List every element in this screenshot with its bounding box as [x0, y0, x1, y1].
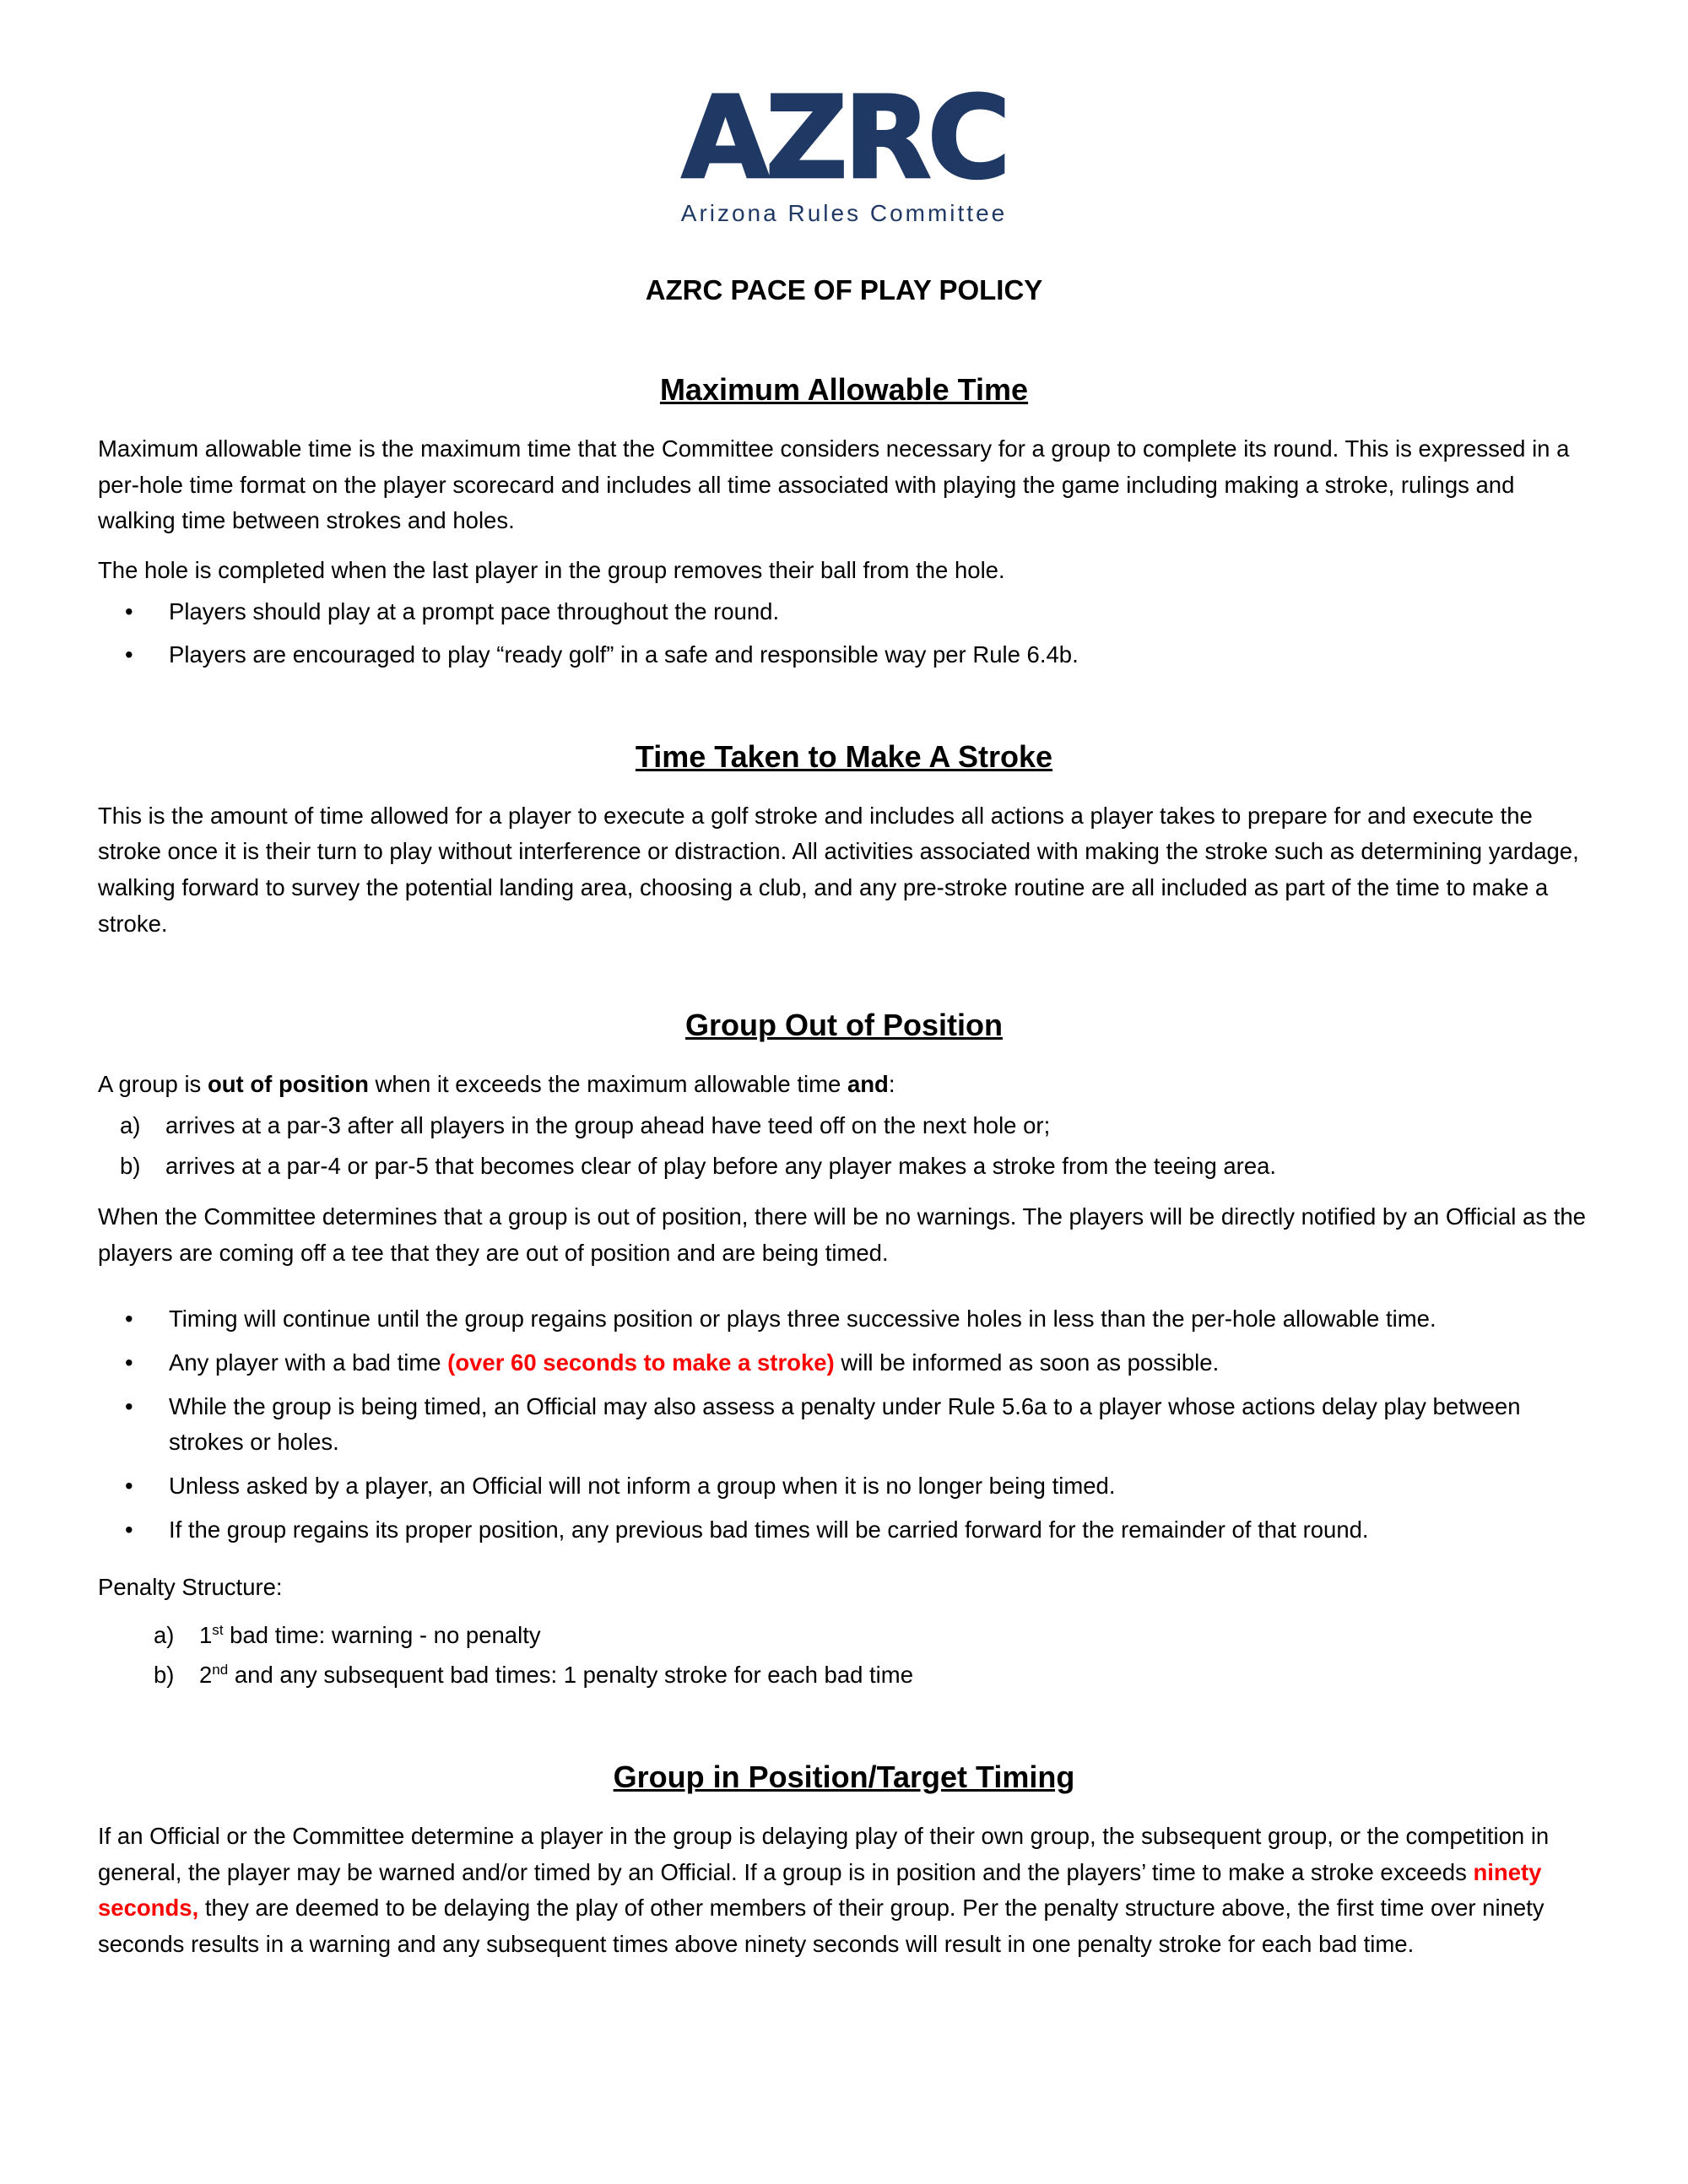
intro-bold-out-of-position: out of position [207, 1071, 369, 1098]
heading-time-taken-to-make-a-stroke: Time Taken to Make A Stroke [635, 738, 1053, 774]
list-item [98, 1149, 1590, 1185]
intro-text: : [888, 1071, 895, 1098]
paragraph-out-of-position-intro [98, 1067, 1590, 1103]
list-item-text: Timing will continue until the group regains position or plays three successive holes in less than the per-hole allowable time. [169, 1306, 1436, 1333]
heading-group-out-of-position: Group Out of Position [685, 1008, 1003, 1043]
list-item [132, 1657, 1590, 1694]
list-marker: b) [120, 1152, 141, 1179]
list-item [98, 1468, 1590, 1505]
timing-bullet-list [98, 1301, 1590, 1548]
bullet-icon [125, 637, 169, 673]
azrc-logo [98, 72, 1590, 227]
penalty-structure-label: Penalty Structure: [98, 1574, 283, 1601]
ordinal-superscript: nd [212, 1662, 229, 1679]
red-highlight-text: (over 60 seconds to make a stroke) [447, 1349, 835, 1376]
list-marker: a) [120, 1111, 141, 1138]
list-item-text: 1st bad time: warning - no penalty [199, 1621, 541, 1648]
list-item [98, 637, 1590, 673]
list-item [98, 1108, 1590, 1144]
list-item-text: If the group regains its proper position, any previous bad times will be carried forward for the remainder of that round. [169, 1516, 1369, 1543]
list-item-text: While the group is being timed, an Official may also assess a penalty under Rule 5.6a to a player whose actions delay play between strokes or holes. [169, 1392, 1521, 1456]
list-marker: a) [154, 1621, 175, 1648]
list-item-text: Any player with a bad time (over 60 seconds to make a stroke) will be informed as soon as possible. [169, 1349, 1220, 1376]
bullet-icon [125, 1468, 169, 1505]
paragraph-target-timing: If an Official or the Committee determine a player in the group is delaying play of their own group, the subsequent group, or the competition in general, the player may be warned and/or timed by an Official. If a group is in position and the players’ time to make a stroke exceeds ninety seconds, they are deemed to be delaying the play of other members of their group. Per the penalty structure above, the first time over ninety seconds results in a warning and any subsequent times above ninety seconds will result in one penalty stroke for each bad time. [98, 1823, 1550, 1957]
list-item [98, 594, 1590, 630]
list-item-text: arrives at a par-4 or par-5 that becomes clear of play before any player makes a stroke from the teeing area. [165, 1152, 1277, 1179]
azrc-logo-text: AZRC [681, 72, 1007, 204]
list-item [98, 1301, 1590, 1338]
bullet-icon [125, 1301, 169, 1338]
document-title: AZRC PACE OF PLAY POLICY [645, 274, 1043, 305]
intro-text: A group is [98, 1071, 208, 1098]
bullet-icon [125, 1345, 169, 1381]
paragraph-hole-completed: The hole is completed when the last player in the group removes their ball from the hole. [98, 556, 1005, 583]
list-marker: b) [154, 1662, 175, 1689]
section-maximum-allowable-time [98, 372, 1590, 673]
section-group-out-of-position [98, 1008, 1590, 1694]
bullet-icon [125, 1389, 169, 1461]
list-item-text: arrives at a par-3 after all players in the group ahead have teed off on the next hole or; [165, 1111, 1051, 1138]
intro-text: when it exceeds the maximum allowable time [368, 1071, 847, 1098]
paragraph-no-warnings: When the Committee determines that a group is out of position, there will be no warnings. The players will be directly notified by an Official as the players are coming off a tee that they are out of position and are being timed. [98, 1203, 1586, 1266]
list-item [98, 1389, 1590, 1461]
list-item [132, 1618, 1590, 1654]
ordinal-superscript: st [212, 1621, 224, 1638]
bullet-icon [125, 1512, 169, 1549]
heading-group-in-position-target-timing: Group in Position/Target Timing [613, 1760, 1075, 1794]
bullet-icon [125, 594, 169, 630]
pace-bullet-list [98, 594, 1590, 673]
paragraph-max-time-definition: Maximum allowable time is the maximum time that the Committee considers necessary for a group to complete its round. This is expressed in a per-hole time format on the player scorecard and includes all time associated with playing the game including making a stroke, rulings and walking time between strokes and holes. [98, 435, 1570, 534]
paragraph-stroke-time-definition: This is the amount of time allowed for a player to execute a golf stroke and includes all actions a player takes to prepare for and execute the stroke once it is their turn to play without interference or distraction. All activities associated with making the stroke such as determining yardage, walking forward to survey the potential landing area, choosing a club, and any pre-stroke routine are all included as part of the time to make a stroke. [98, 802, 1579, 937]
list-item [98, 1345, 1590, 1381]
heading-maximum-allowable-time: Maximum Allowable Time [659, 372, 1029, 407]
list-item [98, 1512, 1590, 1549]
section-time-taken-to-make-a-stroke [98, 739, 1590, 943]
intro-bold-and: and [847, 1071, 889, 1098]
out-of-position-conditions-list [98, 1108, 1590, 1184]
list-item-text: Players should play at a prompt pace throughout the round. [169, 597, 780, 624]
list-item-text: Unless asked by a player, an Official will not inform a group when it is no longer being timed. [169, 1472, 1116, 1499]
list-item-text: 2nd and any subsequent bad times: 1 penalty stroke for each bad time [199, 1662, 913, 1689]
red-highlight-text: ninety seconds, [98, 1858, 1542, 1922]
penalty-structure-list [98, 1618, 1590, 1694]
section-group-in-position-target-timing [98, 1760, 1590, 1963]
azrc-logo-subtitle: Arizona Rules Committee [680, 200, 1008, 226]
list-item-text: Players are encouraged to play “ready golf” in a safe and responsible way per Rule 6.4b. [169, 641, 1079, 668]
